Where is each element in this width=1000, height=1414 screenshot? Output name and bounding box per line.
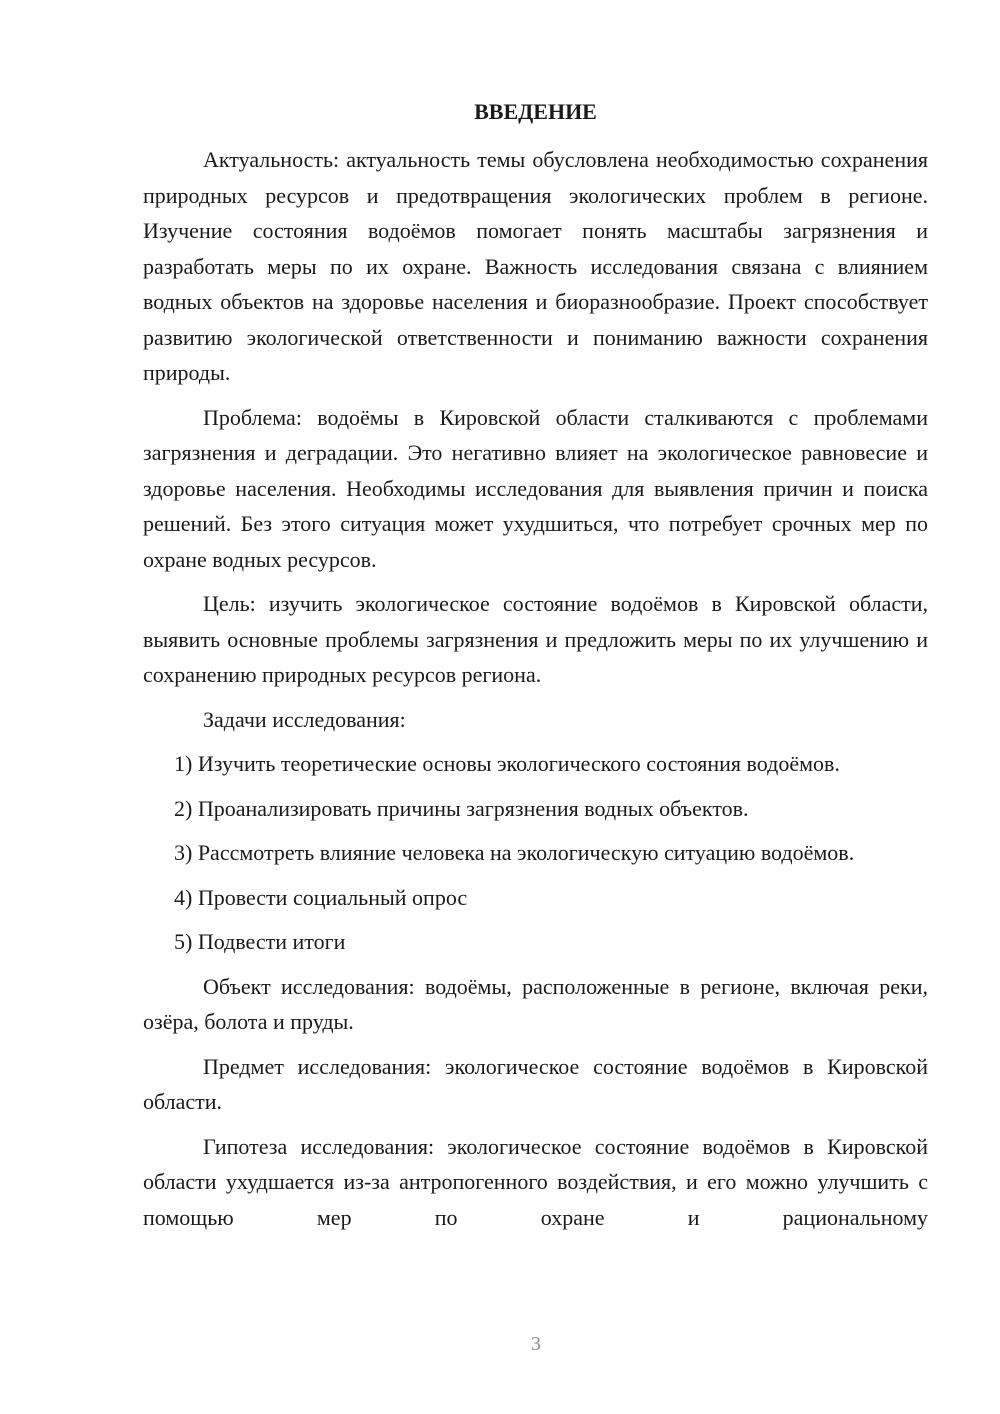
object-paragraph: Объект исследования: водоёмы, расположенные в регионе, включая реки, озёра, болота и пруды. — [143, 973, 928, 1034]
document-body — [143, 142, 928, 1244]
task-item-4: 4) Провести социальный опрос — [174, 884, 468, 910]
page-number: 3 — [531, 1333, 541, 1355]
relevance-paragraph: Актуальность: актуальность темы обусловлена необходимостью сохранения природных ресурсов и предотвращения экологических проблем в регионе. Изучение состояния водоёмов помогает понять масштабы загрязнения и разработать меры по их охране. Важность исследования связана с влиянием водных объектов на здоровье населения и биоразнообразие. Проект способствует развитию экологической ответственности и пониманию важности сохранения природы. — [143, 147, 928, 385]
subject-paragraph: Предмет исследования: экологическое состояние водоёмов в Кировской области. — [143, 1053, 928, 1114]
task-item-3: 3) Рассмотреть влияние человека на экологическую ситуацию водоёмов. — [174, 840, 855, 865]
task-item-1: 1) Изучить теоретические основы экологического состояния водоёмов. — [174, 751, 840, 776]
hypothesis-paragraph: Гипотеза исследования: экологическое состояние водоёмов в Кировской области ухудшается из-за антропогенного воздействия, и его можно улучшить с помощью мер по охране и рациональному — [143, 1133, 928, 1230]
task-item-2: 2) Проанализировать причины загрязнения водных объектов. — [174, 795, 749, 821]
goal-paragraph: Цель: изучить экологическое состояние водоёмов в Кировской области, выявить основные проблемы загрязнения и предложить меры по их улучшению и сохранению природных ресурсов региона. — [143, 591, 928, 687]
task-item-5: 5) Подвести итоги — [174, 929, 346, 954]
section-title: ВВЕДЕНИЕ — [474, 99, 597, 124]
problem-paragraph: Проблема: водоёмы в Кировской области сталкиваются с проблемами загрязнения и деградации. Это негативно влияет на экологическое равновесие и здоровье населения. Необходимы исследования для выявления причин и поиска решений. Без этого ситуация может ухудшиться, что потребует срочных мер по охране водных ресурсов. — [143, 404, 928, 572]
tasks-heading: Задачи исследования: — [203, 706, 406, 732]
